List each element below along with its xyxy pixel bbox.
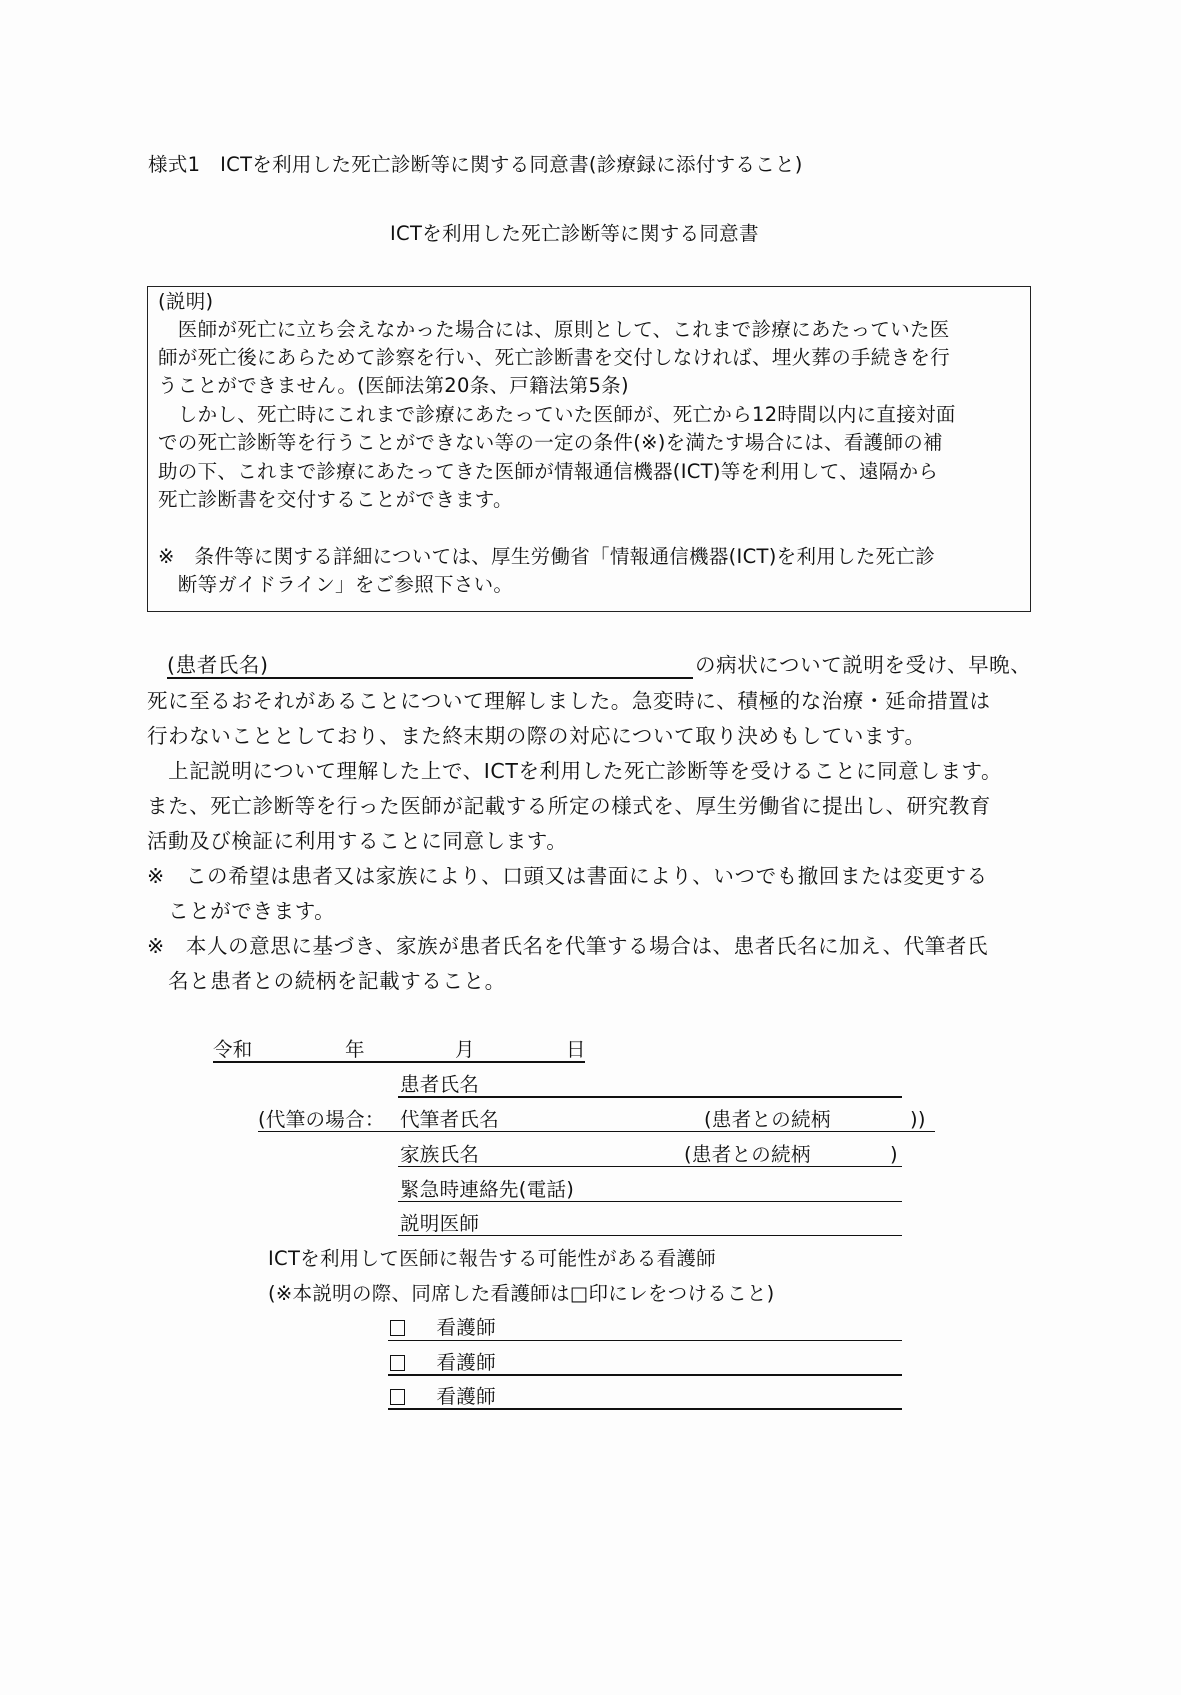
signature-patient-name-label: 患者氏名 bbox=[400, 1073, 480, 1096]
nurse-name-field[interactable] bbox=[490, 1315, 900, 1339]
consent-note: ※ この希望は患者又は家族により、口頭又は書面により、いつでも撤回または変更する bbox=[147, 864, 988, 888]
nurse-checkbox[interactable] bbox=[390, 1320, 405, 1336]
emergency-underline bbox=[398, 1201, 902, 1202]
proxy-relation-field[interactable] bbox=[850, 1107, 910, 1131]
nurse-instruction: (※本説明の際、同席した看護師は□印にレをつけること) bbox=[268, 1282, 775, 1305]
consent-note: ※ 本人の意思に基づき、家族が患者氏名を代筆する場合は、患者氏名に加え、代筆者氏 bbox=[147, 934, 989, 958]
explanation-heading: (説明) bbox=[158, 290, 214, 313]
doctor-underline bbox=[398, 1235, 902, 1236]
explanation-note: ※ 条件等に関する詳細については、厚生労働省「情報通信機器(ICT)を利用した死亡診 bbox=[158, 545, 936, 568]
nurse-name-field[interactable] bbox=[490, 1384, 900, 1408]
explanation-line: うことができません。(医師法第20条、戸籍法第5条) bbox=[158, 374, 629, 397]
page-title: ICTを利用した死亡診断等に関する同意書 bbox=[390, 222, 759, 245]
nurse-underline bbox=[388, 1340, 902, 1341]
family-relation-close: ) bbox=[890, 1143, 898, 1166]
date-underline bbox=[213, 1061, 585, 1063]
signature-patient-name-field[interactable] bbox=[490, 1072, 900, 1096]
consent-line-suffix: の病状について説明を受け、早晩、 bbox=[695, 653, 1032, 677]
nurse-checkbox[interactable] bbox=[390, 1389, 405, 1405]
consent-line: また、死亡診断等を行った医師が記載する所定の様式を、厚生労働省に提出し、研究教育 bbox=[147, 794, 991, 818]
doctor-field[interactable] bbox=[490, 1211, 900, 1235]
family-relation-field[interactable] bbox=[830, 1142, 885, 1166]
proxy-relation-close: )) bbox=[910, 1108, 926, 1131]
emergency-contact-field[interactable] bbox=[600, 1177, 900, 1201]
family-name-field[interactable] bbox=[490, 1142, 670, 1166]
nurse-row bbox=[390, 1316, 496, 1340]
nurse-checkbox[interactable] bbox=[390, 1355, 405, 1371]
date-month-label: 月 bbox=[455, 1038, 475, 1061]
nurse-name-field[interactable] bbox=[490, 1350, 900, 1374]
explanation-line: 師が死亡後にあらためて診察を行い、死亡診断書を交付しなければ、埋火葬の手続きを行 bbox=[158, 346, 951, 369]
nurse-underline bbox=[388, 1374, 902, 1376]
nurse-heading: ICTを利用して医師に報告する可能性がある看護師 bbox=[268, 1247, 716, 1270]
family-name-label: 家族氏名 bbox=[400, 1143, 480, 1166]
nurse-label: 看護師 bbox=[436, 1316, 496, 1339]
nurse-label: 看護師 bbox=[436, 1385, 496, 1408]
patient-name-sign-underline bbox=[398, 1096, 902, 1098]
form-label: 様式1 ICTを利用した死亡診断等に関する同意書(診療録に添付すること) bbox=[148, 153, 803, 176]
proxy-underline bbox=[258, 1131, 935, 1132]
nurse-underline bbox=[388, 1408, 902, 1410]
explanation-line: での死亡診断等を行うことができない等の一定の条件(※)を満たす場合には、看護師の補 bbox=[158, 431, 943, 454]
family-underline bbox=[398, 1166, 902, 1167]
explanation-line: 医師が死亡に立ち会えなかった場合には、原則として、これまで診療にあたっていた医 bbox=[158, 318, 950, 341]
explanation-note: 断等ガイドライン」をご参照下さい。 bbox=[158, 573, 514, 596]
proxy-prefix: (代筆の場合： bbox=[258, 1108, 385, 1131]
explanation-line: 助の下、これまで診療にあたってきた医師が情報通信機器(ICT)等を利用して、遠隔から bbox=[158, 460, 939, 483]
patient-name-underline bbox=[167, 677, 693, 679]
consent-note: 名と患者との続柄を記載すること。 bbox=[147, 969, 506, 993]
nurse-row bbox=[390, 1385, 496, 1409]
patient-name-label: (患者氏名) bbox=[167, 653, 269, 677]
consent-line: 死に至るおそれがあることについて理解しました。急変時に、積極的な治療・延命措置は bbox=[147, 689, 991, 713]
emergency-contact-label: 緊急時連絡先(電話) bbox=[400, 1178, 575, 1201]
date-year-label: 年 bbox=[345, 1038, 365, 1061]
proxy-name-label: 代筆者氏名 bbox=[400, 1108, 500, 1131]
date-era: 令和 bbox=[213, 1038, 253, 1061]
nurse-label: 看護師 bbox=[436, 1351, 496, 1374]
consent-line: 上記説明について理解した上で、ICTを利用した死亡診断等を受けることに同意します。 bbox=[147, 759, 1003, 783]
explanation-line: 死亡診断書を交付することができます。 bbox=[158, 488, 513, 511]
doctor-label: 説明医師 bbox=[400, 1212, 480, 1235]
explanation-line: しかし、死亡時にこれまで診療にあたっていた医師が、死亡から12時間以内に直接対面 bbox=[158, 403, 956, 426]
family-relation-label: (患者との続柄 bbox=[684, 1143, 811, 1166]
nurse-row bbox=[390, 1351, 496, 1375]
consent-line: 活動及び検証に利用することに同意します。 bbox=[147, 829, 568, 853]
consent-note: ことができます。 bbox=[147, 899, 336, 923]
date-day-label: 日 bbox=[566, 1038, 586, 1061]
proxy-name-field[interactable] bbox=[512, 1107, 692, 1131]
consent-line: 行わないこととしており、また終末期の際の対応について取り決めもしています。 bbox=[147, 724, 926, 748]
proxy-relation-label: (患者との続柄 bbox=[704, 1108, 831, 1131]
